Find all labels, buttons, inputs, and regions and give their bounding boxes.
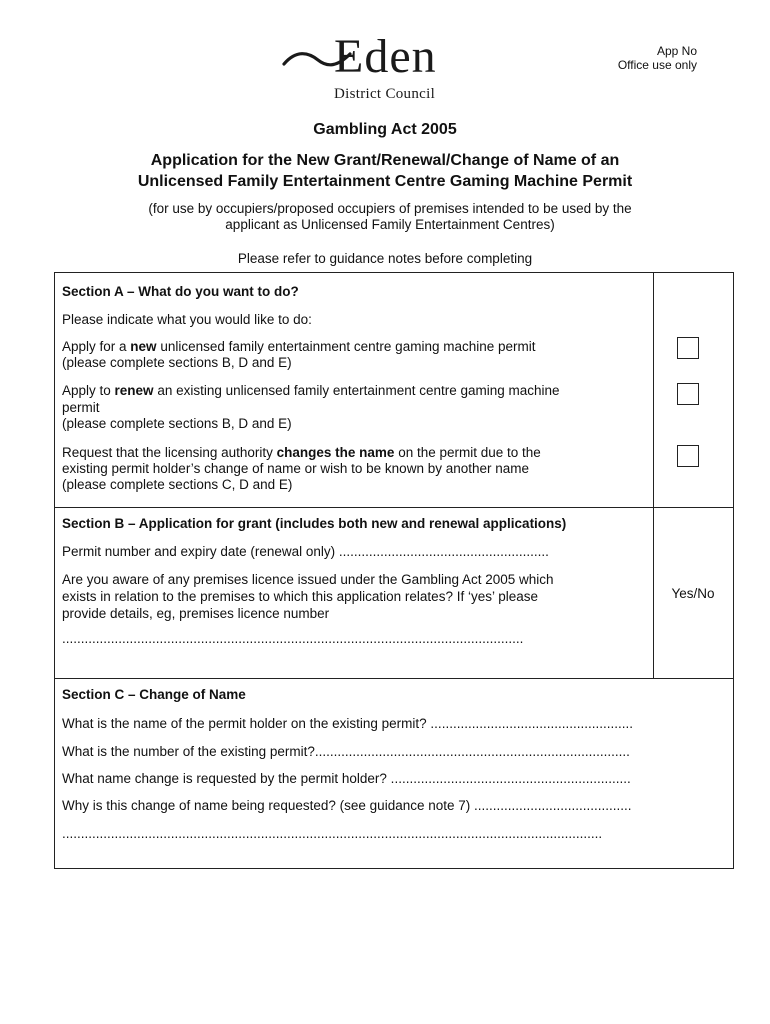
option-new-text [62,339,536,355]
option-renew-note: (please complete sections B, D and E) [62,416,292,431]
premises-licence-question-1: Are you aware of any premises licence issued under the Gambling Act 2005 which [62,572,554,587]
option-change-bold: changes the name [276,445,395,460]
section-b-heading: Section B – Application for grant (includes both new and renewal applications) [62,516,567,531]
option-change-name-text [62,445,541,461]
option-change-pre: Request that the licensing authority [62,445,277,460]
option-new-checkbox[interactable] [677,337,699,359]
eden-district-council-logo [282,30,472,106]
option-renew-text [62,383,560,399]
section-divider-b-c [55,678,733,679]
section-divider-a-b [55,507,733,508]
premises-licence-question-3: provide details, eg, premises licence number [62,606,330,621]
option-change-name-note: (please complete sections C, D and E) [62,477,293,492]
premises-licence-details-field[interactable]: ........................................................................................................................... [62,631,524,646]
page-title [0,150,770,192]
option-change-post: on the permit due to the [394,445,541,460]
option-renew-text-2: permit [62,400,100,415]
option-renew-post: an existing unlicensed family entertainment centre gaming machine [153,383,560,398]
option-change-name-text-2: existing permit holder’s change of name or wish to be known by another name [62,461,530,476]
option-renew-bold: renew [114,383,154,398]
existing-permit-number-field[interactable]: What is the number of the existing permit?.................................................................................... [62,744,630,759]
option-new-post: unlicensed family entertainment centre gaming machine permit [156,339,536,354]
act-title: Gambling Act 2005 [313,121,457,138]
permit-number-field[interactable]: Permit number and expiry date (renewal only) ........................................................ [62,544,549,559]
section-c-heading: Section C – Change of Name [62,687,246,702]
guidance-note: Please refer to guidance notes before completing [237,251,533,266]
title-line-1: Application for the New Grant/Renewal/Change of Name of an [150,152,620,169]
application-form [54,272,734,869]
option-new-pre: Apply for a [62,339,131,354]
requested-name-change-field[interactable]: What name change is requested by the permit holder? ................................................................ [62,771,631,786]
option-renew-pre: Apply to [62,383,115,398]
change-reason-field[interactable]: Why is this change of name being requested? (see guidance note 7) .......................................... [62,798,632,813]
subtitle-line-1: (for use by occupiers/proposed occupiers of premises intended to be used by the [148,201,632,216]
section-a-heading: Section A – What do you want to do? [62,284,299,299]
section-a-instruction: Please indicate what you would like to do: [62,312,312,327]
office-use-box [618,44,697,72]
existing-holder-name-field[interactable]: What is the name of the permit holder on the existing permit? ...................................................... [62,716,633,731]
option-renew-checkbox[interactable] [677,383,699,405]
column-divider [653,273,654,678]
change-reason-continued-field[interactable]: ................................................................................................................................................ [62,826,603,841]
option-new-note: (please complete sections B, D and E) [62,355,292,370]
logo-wordmark: Eden [334,30,437,83]
page-subtitle [90,201,690,233]
logo-subtitle: District Council [334,86,436,102]
app-no-label: App No [656,44,697,58]
subtitle-line-2: applicant as Unlicensed Family Entertainment Centres) [225,217,555,232]
office-use-label: Office use only [617,58,697,72]
option-change-name-checkbox[interactable] [677,445,699,467]
yes-no-answer[interactable]: Yes/No [671,586,715,601]
option-new-bold: new [130,339,157,354]
title-line-2: Unlicensed Family Entertainment Centre Gaming Machine Permit [137,173,633,190]
premises-licence-question-2: exists in relation to the premises to which this application relates? If ‘yes’ please [62,589,538,604]
